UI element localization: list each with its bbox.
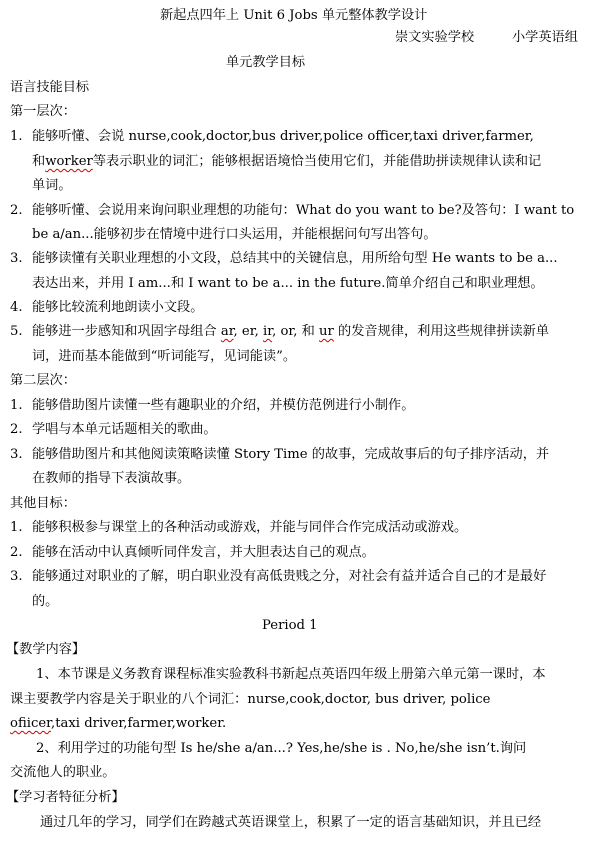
level2-item-2-line1: 2. 学唱与本单元话题相关的歌曲。	[10, 418, 606, 442]
content-p2-line1: 2、利用学过的功能句型 Is he/she a/an...? Yes,he/she is . No,he/she isn’t.询问	[36, 741, 527, 756]
item-number: 3.	[10, 251, 23, 266]
level1-item-1-line1: 1. 能够听懂、会说 nurse,cook,doctor,bus driver,police officer,taxi driver,farmer,	[10, 125, 606, 149]
other-item-3-line1: 3. 能够通过对职业的了解，明白职业没有高低贵贱之分，对社会有益并适合自己的才是最好	[10, 565, 606, 589]
level2-heading: 第二层次：	[10, 373, 76, 388]
period-title: Period 1	[262, 618, 318, 633]
learner-p1-line1: 通过几年的学习，同学们在跨越式英语课堂上，积累了一定的语言基础知识，并且已经	[40, 815, 542, 830]
item-number: 2.	[10, 203, 23, 218]
item-number: 1.	[10, 129, 23, 144]
school-name: 崇文实验学校	[395, 30, 475, 45]
item-number: 4.	[10, 300, 23, 315]
content-p1-line2: 课主要教学内容是关于职业的八个词汇：nurse,cook,doctor, bus driver, police	[10, 692, 491, 707]
level1-item-3-line2: 表达出来，并用 I am...和 I want to be a... in the future.简单介绍自己和职业理想。	[32, 276, 544, 291]
group-name: 小学英语组	[512, 30, 578, 45]
author-line	[0, 26, 614, 50]
other-item-1-line1: 1. 能够积极参与课堂上的各种活动或游戏，并能与同伴合作完成活动或游戏。	[10, 516, 606, 540]
item-number: 2.	[10, 545, 23, 560]
content-p1-line3: ofiicer,taxi driver,farmer,worker.	[10, 716, 227, 731]
level1-item-1-line2: 和worker等表示职业的词汇；能够根据语境恰当使用它们，并能借助拼读规律认读和记	[32, 154, 542, 169]
level1-item-4-line1: 4. 能够比较流利地朗读小文段。	[10, 296, 606, 320]
level1-item-2-line1: 2. 能够听懂、会说用来询问职业理想的功能句：What do you want to be?及答句：I want to	[10, 199, 606, 223]
level2-item-3-line1: 3. 能够借助图片和其他阅读策略读懂 Story Time 的故事，完成故事后的句子排序活动，并	[10, 443, 606, 467]
content-p2-line2: 交流他人的职业。	[10, 765, 116, 780]
item-number: 5.	[10, 324, 23, 339]
unit-goals-heading: 单元教学目标	[226, 55, 306, 70]
item-number: 2.	[10, 422, 23, 437]
level1-item-5-line1: 5. 能够进一步感知和巩固字母组合 ar, er, ir, or, 和 ur 的发音规律，利用这些规律拼读新单	[10, 320, 606, 344]
content-p1-line1: 1、本节课是义务教育课程标准实验教科书新起点英语四年级上册第六单元第一课时，本	[36, 667, 546, 682]
level1-item-2-line2: be a/an...能够初步在情境中进行口头运用，并能根据问句写出答句。	[32, 227, 437, 242]
level1-item-3-line1: 3. 能够读懂有关职业理想的小文段，总结其中的关键信息，用所给句型 He wants to be a...	[10, 247, 606, 271]
other-goals-heading: 其他目标：	[10, 496, 76, 511]
skills-heading: 语言技能目标	[10, 80, 90, 95]
learner-heading: 【学习者特征分析】	[6, 790, 125, 805]
level1-item-5-line2: 词，进而基本能做到“听词能写，见词能读”。	[32, 349, 297, 364]
item-number: 3.	[10, 569, 23, 584]
item-number: 3.	[10, 447, 23, 462]
other-item-3-line2: 的。	[32, 594, 59, 609]
document-title: 新起点四年上 Unit 6 Jobs 单元整体教学设计	[160, 8, 428, 23]
level2-item-1-line1: 1. 能够借助图片读懂一些有趣职业的介绍，并模仿范例进行小制作。	[10, 394, 606, 418]
item-number: 1.	[10, 398, 23, 413]
level2-item-3-line2: 在教师的指导下表演故事。	[32, 471, 191, 486]
item-number: 1.	[10, 520, 23, 535]
level1-item-1-line3: 单词。	[32, 178, 72, 193]
level1-heading: 第一层次：	[10, 104, 76, 119]
teaching-content-heading: 【教学内容】	[6, 642, 86, 657]
other-item-2-line1: 2. 能够在活动中认真倾听同伴发言，并大胆表达自己的观点。	[10, 541, 606, 565]
